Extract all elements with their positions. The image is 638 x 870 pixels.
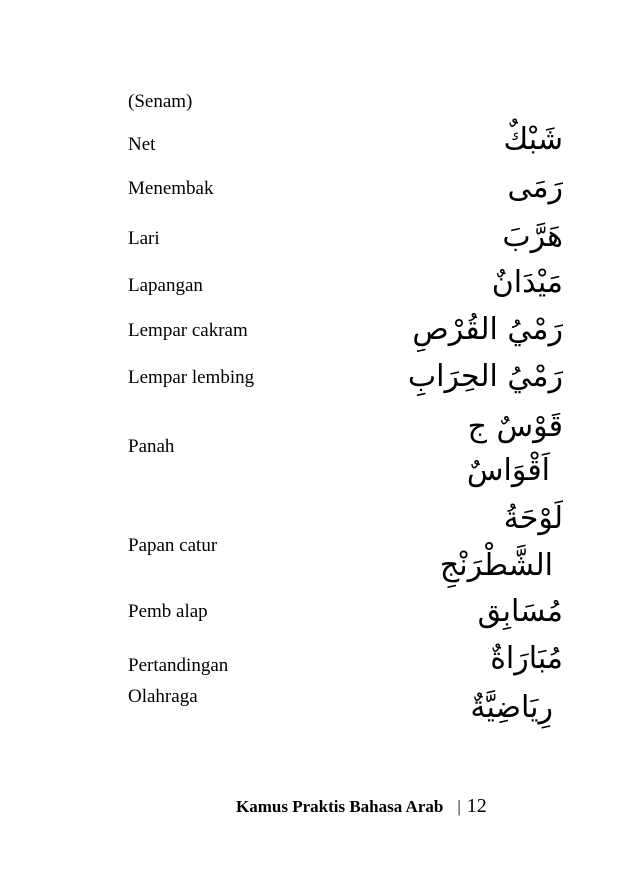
- entry-arabic-panah-plural: اَقْوَاسٌ: [466, 453, 550, 488]
- book-title: Kamus Praktis Bahasa Arab: [236, 797, 444, 816]
- entry-latin-pemb-alap: Pemb alap: [128, 601, 208, 622]
- entry-latin-lari: Lari: [128, 228, 160, 249]
- entry-arabic-lapangan: مَيْدَانٌ: [491, 265, 563, 300]
- entry-arabic-lempar-cakram: رَمْيُ القُرْصِ: [412, 312, 563, 347]
- entry-latin-lapangan: Lapangan: [128, 275, 203, 296]
- entry-arabic-lari: هَرَّبَ: [502, 219, 563, 254]
- entry-arabic-papan-catur-1: لَوْحَةُ: [503, 501, 563, 536]
- entry-latin-lempar-cakram: Lempar cakram: [128, 320, 248, 341]
- entry-arabic-lempar-lembing: رَمْيُ الحِرَابِ: [407, 359, 563, 394]
- entry-latin-papan-catur: Papan catur: [128, 535, 218, 556]
- entry-latin-menembak: Menembak: [128, 178, 214, 199]
- entry-arabic-pemb-alap: مُسَابِق: [477, 594, 563, 629]
- page-number: 12: [466, 795, 487, 817]
- entry-latin-panah: Panah: [128, 436, 175, 457]
- entry-arabic-menembak: رَمَى: [507, 170, 563, 205]
- entry-arabic-olahraga: رِيَاضِيَّةٌ: [470, 690, 553, 725]
- entry-arabic-pertandingan: مُبَارَاةٌ: [490, 641, 563, 676]
- entry-latin-lempar-lembing: Lempar lembing: [128, 367, 255, 388]
- entry-latin-senam: (Senam): [128, 91, 193, 112]
- entry-latin-net: Net: [128, 134, 156, 155]
- footer-separator: |: [457, 797, 461, 816]
- entry-latin-olahraga: Olahraga: [128, 686, 198, 707]
- page-footer: [236, 795, 487, 818]
- entry-latin-pertandingan: Pertandingan: [128, 655, 229, 676]
- entry-arabic-net: شَبْكٌ: [503, 122, 563, 157]
- entry-arabic-papan-catur-2: الشَّطْرَنْجِ: [439, 548, 553, 583]
- entry-arabic-panah: قَوْسٌ ج: [467, 409, 563, 444]
